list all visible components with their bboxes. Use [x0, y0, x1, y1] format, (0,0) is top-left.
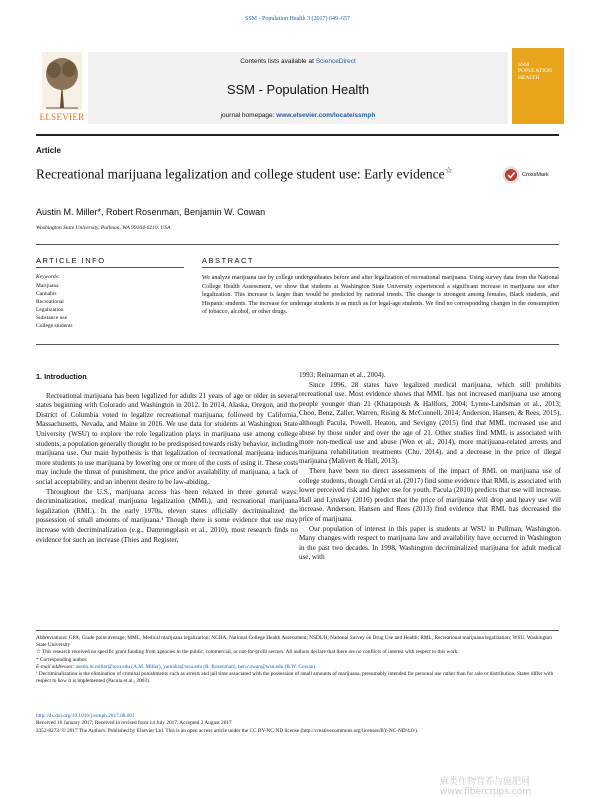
crossmark-icon [502, 166, 520, 184]
author-affiliation: Washington State University, Pullman, WA 99164-6210, USA [36, 225, 171, 231]
article-title-text: Recreational marijuana legalization and college student use: Early evidence [36, 166, 445, 182]
divider [202, 267, 559, 268]
body-paragraph: 1993; Reinarman et al., 2004). [299, 371, 386, 379]
contents-prefix: Contents lists available at [240, 58, 316, 65]
journal-homepage-link[interactable]: www.elsevier.com/locate/ssmph [276, 112, 376, 119]
footnote-divider [36, 630, 559, 631]
article-type: Article [36, 146, 61, 155]
body-paragraph: There have been no direct assessments of the impact of RML on marijuana use of college students, though Cerdá et al. (2017) find some evidence that RML is associated with lower perceived risk and higher use for youth. Pacula (2010) predicts that use will increase. Hall and Lynskey (2016) predict that the price of marijuana will drop and heavy use will increase. Anderson, Hansen and Rees (2013) find evidence that RML has decreased the price of marijuana. [299, 466, 561, 523]
copyright-line: 2352-8273/ © 2017 The Authors. Published by Elsevier Ltd. This is an open access article under the CC BY-NC-ND license (http://creativecommons.org/licenses/BY-NC-ND/4.0/). [36, 727, 419, 734]
keyword-item: College students [36, 323, 73, 329]
body-paragraph: Throughout the U.S., marijuana access has been relaxed in three general ways: decriminalization, medical marijuana legalization (MML), and recreational marijuana legalization (RML). In the early 1970s, eleven states officially decriminalized the possession of small amounts of marijuana.¹ Though there is some evidence that use may increase with decriminalization (e.g., Damrongplasit et al., 2010), most research finds no evidence for such an increase (Thies and Register, [36, 487, 298, 544]
elsevier-logo[interactable] [36, 50, 88, 130]
body-column-right [299, 371, 561, 563]
keyword-list [36, 282, 73, 330]
publisher-name: ELSEVIER [39, 112, 85, 122]
footnotes [36, 635, 559, 685]
keywords-label: Keywords: [36, 274, 60, 280]
keyword-item: Legalization [36, 307, 64, 313]
elsevier-tree-icon [42, 52, 82, 110]
corresponding-author-note: * Corresponding author. [36, 656, 88, 663]
keyword-item: Recreational [36, 299, 64, 305]
keyword-item: Marijuana [36, 283, 59, 289]
sciencedirect-link[interactable]: ScienceDirect [315, 58, 356, 65]
crossmark-label: CrossMark [522, 172, 549, 178]
email-footnote [36, 664, 559, 671]
journal-homepage-line [88, 112, 508, 119]
email-label: E-mail addresses: [36, 663, 76, 670]
author-list[interactable]: Austin M. Miller*, Robert Rosenman, Benjamin W. Cowan [36, 207, 266, 217]
journal-name: SSM - Population Health [226, 82, 370, 97]
body-paragraph: Our population of interest in this paper is students at WSU in Pullman, Washington. Many changes with respect to marijuana law and availability have occurred in Washington in the past two decades. In 1998, Washington decriminalized marijuana for adult medical use, with [299, 524, 561, 562]
contents-line [88, 58, 508, 65]
article-meta-footer [36, 713, 559, 735]
divider [36, 267, 184, 268]
abstract-heading: ABSTRACT [202, 256, 255, 265]
keyword-item: Cannabis [36, 291, 57, 297]
decriminalization-footnote: ¹ Decriminalization is the elimination of criminal punishments such as arrests and jail time associated with the possession of small amounts of marijuana, presumably intended for personal use rather than for sale or distribution. States differ with respect to how it is implemented (Pacula et al., 2003). [36, 671, 554, 685]
body-paragraph: Recreational marijuana has been legalized for adults 21 years of age or older in several states beginning with Colorado and Washington in 2012. In 2014, Alaska, Oregon, and the District of Columbia voted to legalize recreational marijuana, followed by California, Massachusetts, Nevada, and Maine in 2016. We use data for students at Washington State University (WSU) to explore the role legalization plays in marijuana use among college students, a population generally thought to be predisposed towards risky behavior, including marijuana use. Our main hypothesis is that legalization of recreational marijuana induces more students to use marijuana by lowering one or more of the costs of using it. These costs may include the threat of punishment, the price and/or availability of marijuana, a lack of social acceptability, and an inherent desire to be law-abiding. [36, 391, 298, 486]
body-paragraph: Since 1996, 28 states have legalized medical marijuana, which still prohibits recreational use. Most evidence shows that MML has not increased marijuana use among people younger than 21 (Khatapoush & Hallfors, 2004; Lynne-Landsman et al., 2013; Choo, Benz, Zaller, Warren, Rising & McConnell, 2014; Anderson, Hansen, & Rees, 2015), although Pacula, Powell, Heaton, and Sevigny (2015) find that MML increased use and abuse by those under and over the age of 21. Other studies find MML is associated with more non-medical use and abuse (Wen et al., 2014), more marijuana-related arrests and marijuana rehabilitation treatments (Chu, 2014), and a decrease in the price of illegal marijuana (Malivert & Hall, 2013). [299, 380, 561, 466]
crossmark-button[interactable] [502, 166, 562, 186]
body-column-left [36, 372, 298, 545]
section-heading-introduction: 1. Introduction [36, 372, 87, 381]
divider [36, 244, 559, 245]
journal-cover-thumbnail[interactable] [512, 48, 564, 124]
article-info-heading: ARTICLE INFO [36, 256, 106, 265]
homepage-prefix: journal homepage: [220, 112, 277, 119]
site-watermark: 麻类作物营养与施肥网 www.fibercrops.com [440, 777, 531, 797]
divider [36, 344, 559, 345]
header-divider [36, 134, 559, 136]
keyword-item: Substance use [36, 315, 68, 321]
article-title [36, 162, 476, 183]
author-emails[interactable]: austin.m.miller@wsu.edu (A.M. Miller), yamaka@wsu.edu (R. Rosenman), ben.cowan@wsu.edu (B.W. Cowan). [75, 663, 317, 670]
doi-link[interactable]: http://dx.doi.org/10.1016/j.ssmph.2017.08.001 [36, 713, 135, 719]
funding-footnote: ☆ This research received no specific grant funding from agencies in the public, commercial, or not-for-profit sectors. All authors declare that there are no conflicts of interest with respect to this work. [36, 649, 459, 656]
title-footnote-mark[interactable]: ☆ [444, 165, 453, 175]
received-dates: Received 16 January 2017; Received in revised form 14 July 2017; Accepted 2 August 2017 [36, 720, 232, 727]
journal-citation[interactable]: SSM - Population Health 3 (2017) 649–657 [245, 16, 350, 22]
abbreviations-footnote: Abbreviations: GPA, Grade point average; MML, Medical marijuana legalization; NCHA, National College Health Assessment; NSDUH, National Survey on Drug Use and Health; RML, Recreational marijuana legalization; WSU, Washington State University [36, 635, 552, 649]
cover-title: SSM POPULATION HEALTH [518, 62, 552, 81]
abstract-text: We analyze marijuana use by college undergraduates before and after legalization of recreational marijuana. Using survey data from the National College Health Assessment, we show that students at Washington State University experienced a significant increase in marijuana use after legalization. This increase is larger than would be predicted by national trends. The change is strongest among females, Black students, and Hispanic students. The increase for underage students is as much as for legal-age students. We find no corresponding changes in the consumption of tobacco, alcohol, or other drugs. [202, 275, 559, 316]
